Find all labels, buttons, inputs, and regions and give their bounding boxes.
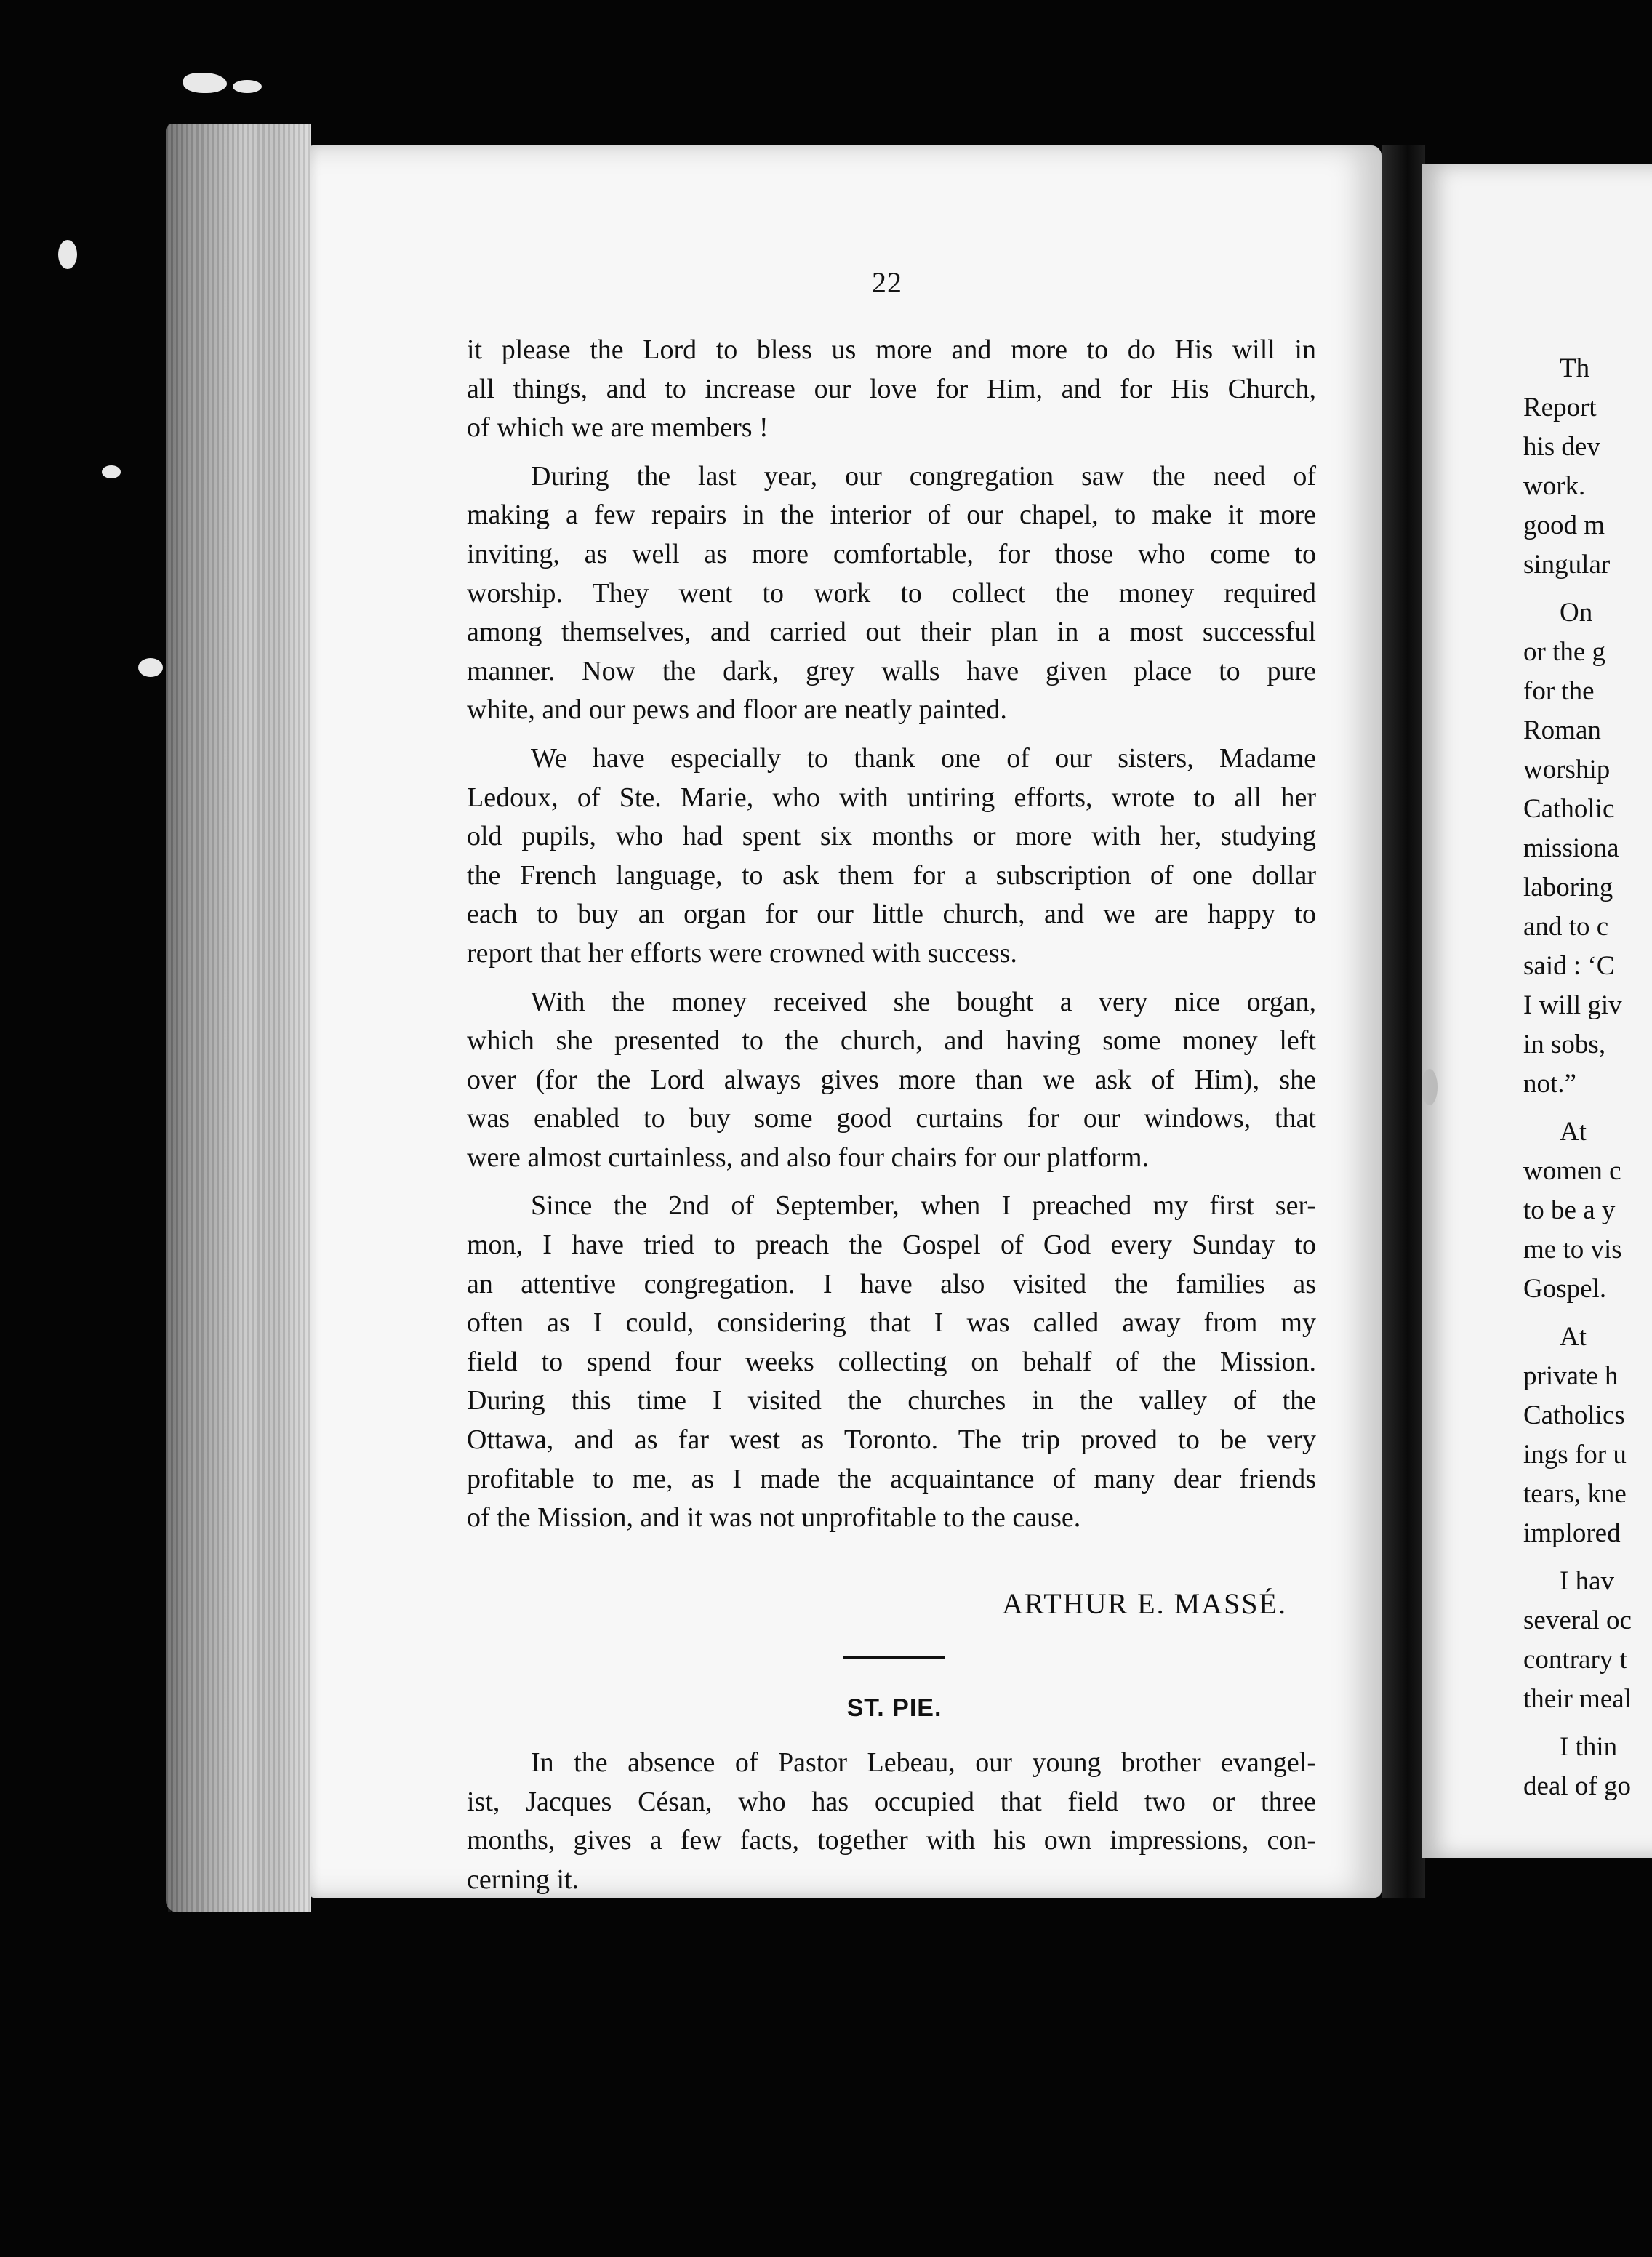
text-line: I will giv xyxy=(1523,990,1622,1020)
text-line: Gospel. xyxy=(1523,1274,1607,1304)
text-line: laboring xyxy=(1523,873,1613,902)
text-line: of which we are members ! xyxy=(467,412,769,444)
dust-speck xyxy=(183,73,227,93)
text-line: was enabled to buy some good curtains for our windows, that xyxy=(467,1103,1316,1134)
text-line: Ledoux, of Ste. Marie, who with untiring efforts, wrote to all her xyxy=(467,782,1316,813)
text-line: women c xyxy=(1523,1156,1621,1186)
text-line: not.” xyxy=(1523,1069,1576,1099)
right-page-paragraph xyxy=(1523,1728,1652,1806)
text-line: white, and our pews and floor are neatly painted. xyxy=(467,694,1007,726)
text-line: I hav xyxy=(1560,1566,1614,1596)
text-line: singular xyxy=(1523,550,1611,580)
paragraph xyxy=(467,1744,1316,1899)
dust-speck xyxy=(102,465,121,478)
text-line: their meal xyxy=(1523,1684,1632,1714)
text-line: missiona xyxy=(1523,833,1619,863)
text-line: several oc xyxy=(1523,1605,1632,1635)
text-line: Catholics xyxy=(1523,1400,1625,1430)
text-line: Roman xyxy=(1523,715,1601,745)
section-divider xyxy=(843,1656,945,1659)
paragraph xyxy=(467,457,1316,730)
dust-speck xyxy=(58,240,77,269)
text-line: On xyxy=(1560,598,1593,628)
right-page-text xyxy=(1523,349,1652,1815)
text-line: it please the Lord to bless us more and more to do His will in xyxy=(467,334,1316,365)
text-line: At xyxy=(1560,1322,1587,1352)
text-line: manner. Now the dark, grey walls have given place to pure xyxy=(467,655,1316,686)
text-line: I thin xyxy=(1560,1732,1618,1762)
book-page-edges xyxy=(166,124,311,1912)
text-line: for the xyxy=(1523,676,1595,706)
text-line: months, gives a few facts, together with his own impressions, con- xyxy=(467,1825,1316,1856)
text-line: private h xyxy=(1523,1361,1619,1391)
text-line: old pupils, who had spent six months or more with her, studying xyxy=(467,821,1316,852)
paragraph xyxy=(467,1187,1316,1537)
page-number: 22 xyxy=(872,266,902,299)
text-line: profitable to me, as I made the acquaintance of many dear friends xyxy=(467,1463,1316,1494)
section-text xyxy=(467,1744,1316,1909)
text-line: of the Mission, and it was not unprofitable to the cause. xyxy=(467,1502,1081,1534)
text-line: or the g xyxy=(1523,637,1606,667)
text-line: Ottawa, and as far west as Toronto. The trip proved to be very xyxy=(467,1424,1316,1456)
paragraph xyxy=(467,983,1316,1178)
book-gutter xyxy=(1382,145,1425,1898)
text-line: in sobs, xyxy=(1523,1030,1606,1059)
text-line: ist, Jacques Césan, who has occupied that field two or three xyxy=(467,1786,1316,1817)
text-line: tears, kne xyxy=(1523,1479,1627,1509)
paragraph xyxy=(467,739,1316,974)
text-line: each to buy an organ for our little church, and we are happy to xyxy=(467,899,1316,930)
dust-speck xyxy=(138,658,163,677)
text-line: cerning it. xyxy=(467,1864,580,1895)
text-line: report that her efforts were crowned with success. xyxy=(467,937,1017,969)
text-line: We have especially to thank one of our sisters, Madame xyxy=(531,742,1316,774)
text-line: contrary t xyxy=(1523,1645,1627,1675)
main-text xyxy=(467,331,1316,1547)
text-line: Th xyxy=(1560,353,1590,383)
text-line: ings for u xyxy=(1523,1440,1627,1470)
text-line: worship. They went to work to collect the money required xyxy=(467,577,1316,609)
text-line: over (for the Lord always gives more than we ask of Him), she xyxy=(467,1064,1316,1095)
text-line: his dev xyxy=(1523,432,1600,462)
right-page-paragraph xyxy=(1523,1318,1652,1553)
text-line: inviting, as well as more comfortable, for those who come to xyxy=(467,538,1316,569)
text-line: said : ‘C xyxy=(1523,951,1615,981)
dust-speck xyxy=(233,80,262,93)
text-line: all things, and to increase our love for Him, and for His Church, xyxy=(467,373,1316,404)
text-line: During this time I visited the churches in the valley of the xyxy=(467,1385,1316,1416)
text-line: to be a y xyxy=(1523,1195,1616,1225)
text-line: often as I could, considering that I was called away from my xyxy=(467,1307,1316,1339)
text-line: worship xyxy=(1523,755,1611,785)
text-line: Catholic xyxy=(1523,794,1615,824)
text-line: deal of go xyxy=(1523,1771,1631,1801)
text-line: making a few repairs in the interior of our chapel, to make it more xyxy=(467,500,1316,531)
text-line: and to c xyxy=(1523,912,1609,942)
text-line: an attentive congregation. I have also visited the families as xyxy=(467,1268,1316,1299)
right-page-paragraph xyxy=(1523,1113,1652,1309)
text-line: mon, I have tried to preach the Gospel of God every Sunday to xyxy=(467,1230,1316,1261)
right-page-paragraph xyxy=(1523,593,1652,1104)
signature: ARTHUR E. MASSÉ. xyxy=(1002,1587,1287,1620)
section-heading: ST. PIE. xyxy=(846,1694,942,1722)
text-line: At xyxy=(1560,1117,1587,1147)
text-line: Report xyxy=(1523,393,1597,422)
text-line: During the last year, our congregation saw the need of xyxy=(531,460,1316,492)
right-page-paragraph xyxy=(1523,1562,1652,1719)
text-line: implored xyxy=(1523,1518,1621,1548)
text-line: In the absence of Pastor Lebeau, our young brother evangel- xyxy=(531,1747,1316,1778)
text-line: the French language, to ask them for a subscription of one dollar xyxy=(467,859,1316,891)
text-line: With the money received she bought a very nice organ, xyxy=(531,986,1316,1017)
text-line: which she presented to the church, and having some money left xyxy=(467,1025,1316,1057)
paragraph xyxy=(467,331,1316,448)
text-line: good m xyxy=(1523,510,1605,540)
text-line: me to vis xyxy=(1523,1235,1622,1264)
text-line: were almost curtainless, and also four chairs for our platform. xyxy=(467,1142,1150,1173)
text-line: field to spend four weeks collecting on behalf of the Mission. xyxy=(467,1346,1316,1377)
right-page-paragraph xyxy=(1523,349,1652,585)
text-line: among themselves, and carried out their plan in a most successful xyxy=(467,617,1316,648)
text-line: work. xyxy=(1523,471,1586,501)
dust-speck xyxy=(1422,1069,1438,1105)
text-line: Since the 2nd of September, when I preached my first ser- xyxy=(531,1190,1316,1222)
